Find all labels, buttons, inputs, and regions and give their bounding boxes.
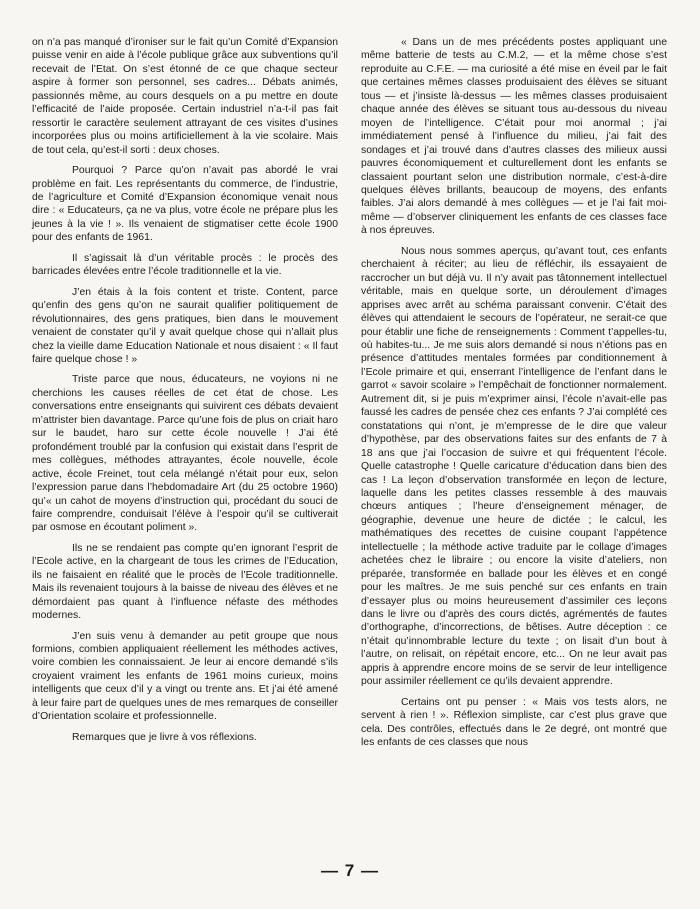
paragraph: Ils ne se rendaient pas compte qu’en ignorant l’esprit de l’Ecole active, en la chargeant de tous les crimes de l’Education, ils ne faisaient en réalité que le procès de l’Ecole traditionnelle. Mais ils revenaient toujours à la baisse de niveau des élèves et ne démordaient pas quant à l’influence néfaste des méthodes modernes.: [32, 542, 338, 622]
paragraph: Il s’agissait là d’un véritable procès : le procès des barricades élevées entre l’école traditionnelle et la vie.: [32, 252, 338, 278]
paragraph: Nous nous sommes aperçus, qu’avant tout, ces enfants cherchaient à réciter; au lieu de réfléchir, ils essayaient de raccrocher un but déjà vu. Il n’y avait pas tâtonnement intellectuel véritable, mais en quelque sorte, un déroulement d’images apprises avec arrêt au schéma paraissant convenir. C’était des élèves qui attendaient le secours de l’opérateur, ne serait-ce que pour établir une fiche de renseignements : Comment t’appelles-tu, où habites-tu... Je me suis alors demandé si nous n’étions pas en présence d’attitudes mentales formées par conditionnement à l’Ecole primaire et qui, enserrant l’intelligence de l’enfant dans le garrot « savoir scolaire » l’empêchait de fonctionner normalement. Autrement dit, si je puis m’exprimer ainsi, l’école n’avait-elle pas faussé les cadres de pensée chez ces enfants ? J’ai complété ces constatations qui n’ont, je m’empresse de le dire que valeur d’hypothèse, par des observations faites sur des enfants de 7 à 18 ans que j’ai l’occasion de suivre et qui fréquentent l’école. Quelle catastrophe ! Quelle caricature d’éducation dans bien des cas ! La leçon d’observation transformée en leçon de lecture, laquelle dans les petites classes ressemble à des mauvais chœurs antiques ; l’heure d’enseignement ménager, de géographie, devenue une heure de dictée ; le calcul, les mathématiques des recettes de cuisine coupant l’appétence intellectuelle ; la méthode active traduite par le collage d’images achetées chez le libraire ; ou encore la visite d’ateliers, non préparée, transformée en ballade pour les élèves et en congé pour les maîtres. Je me suis penché sur ces enfants en train d’essayer plus ou moins heureusement d’assimiler ces leçons dans le livre ou d’après des cours dictés, agrémentés de fautes d’orthographe, d’incorrections, de bêtises. Autre déception : ce n’était qu’innombrable lecture du texte ; on lisait d’un bout à l’autre, on relisait, on répétait encore, etc... On ne leur avait pas appris à apprendre encore moins de se servir de leur intelligence pour assimiler réellement ce qu’ils devaient apprendre.: [361, 245, 667, 688]
paragraph: J’en étais à la fois content et triste. Content, parce qu’enfin des gens qu’on ne saurait qualifier politiquement de révolutionnaires, des gens pratiques, bien dans le mouvement venaient de constater qu’il y avait quelque chose qui n’allait plus chez la vieille dame Education Nationale et nous disaient : « Il faut faire quelque chose ! »: [32, 286, 338, 365]
paragraph: Triste parce que nous, éducateurs, ne voyions ni ne cherchions les causes réelles de cet état de chose. Les conversations entre enseignants qui suivirent ces débats devaient m’attrister bien davantage. Parce qu’une fois de plus on criait haro sur le baudet, haro sur cette école nouvelle ! J’ai été profondément troublé par la confusion qui existait dans l’esprit de mes collègues, méthodes attrayantes, école nouvelle, école active, école Freinet, tout cela mélangé n’était pour eux, selon l’expression parue dans l’hebdomadaire Art (du 25 octobre 1960) qu’« un cahot de moyens d’instruction qui, procédant du souci de faire comprendre, conduisait l’élève à l’espoir qu’il se cultiverait par osmose en écoutant poliment ».: [32, 374, 338, 534]
paragraph: « Dans un de mes précédents postes appliquant une même batterie de tests au C.M.2, — et la même chose s’est reproduite au C.F.E. — ma curiosité a été mise en éveil par le fait que certaines mêmes classes produisaient des élèves se situant tous — et j’insiste là-dessus — les mêmes classes produisaient chaque année des élèves se situant tous au-dessous du niveau moyen de l’intelligence. C’était pour moi anormal ; j’ai immédiatement pensé à l’influence du milieu, j’ai fait des sondages et j’ai trouvé dans d’autres classes des milieux aussi pauvres économiquement et culturellement dont les enfants se classaient pourtant selon une distribution normale, c’est-à-dire quelques élèves brillants, beaucoup de moyens, des enfants faibles. J’ai alors demandé à mes collègues — et je l’ai fait moi-même — d’observer cliniquement les enfants de ces classes face à nos épreuves.: [361, 37, 667, 237]
paragraph: J’en suis venu à demander au petit groupe que nous formions, combien appliquaient réellement les méthodes actives, voire combien les connaissaient. Je leur ai encore demandé s’ils croyaient vraiment les enfants de 1961 moins curieux, moins intelligents que ceux d’il y a vingt ou trente ans. Et j’ai été amené à leur faire part de quelques unes de mes remarques de conseiller d’Orientation scolaire et professionnelle.: [32, 630, 338, 723]
paragraph: Certains ont pu penser : « Mais vos tests alors, ne servent à rien ! ». Réflexion simpliste, car c’est plus grave que cela. Des contrôles, effectués dans le 2e degré, ont montré que les enfants de ces classes que nous: [361, 696, 667, 749]
paragraph: Remarques que je livre à vos réflexions.: [72, 731, 257, 743]
right-column: [361, 36, 667, 757]
paragraph: on n’a pas manqué d’ironiser sur le fait qu’un Comité d’Expansion puisse venir en aide à l’école publique grâce aux subventions qu’il recevait de l’Etat. On s’est étonné de ce que chaque secteur aspire à former son personnel, ses cadres... Débats animés, passionnés même, au cours desquels on a pu mettre en doute l’efficacité de l’aide proposée. Certain industriel n’a-t-il pas fait ressortir le caractère seulement attrayant de ces visites d’usines incorporées plus ou moins artificiellement à la vie scolaire. Mais de tout cela, qu’est-il sorti : deux choses.: [32, 37, 338, 156]
paragraph: Pourquoi ? Parce qu’on n’avait pas abordé le vrai problème en fait. Les représentants du commerce, de l’industrie, de l’agriculture et Comité d’Expansion économique venait nous dire : « Educateurs, ça ne va plus, votre école ne prépare plus les jeunes à la vie ! ». Ils venaient de stigmatiser cette école 1900 pour des enfants de 1961.: [32, 165, 338, 244]
left-column: [32, 36, 338, 751]
page-number: — 7 —: [321, 861, 379, 880]
